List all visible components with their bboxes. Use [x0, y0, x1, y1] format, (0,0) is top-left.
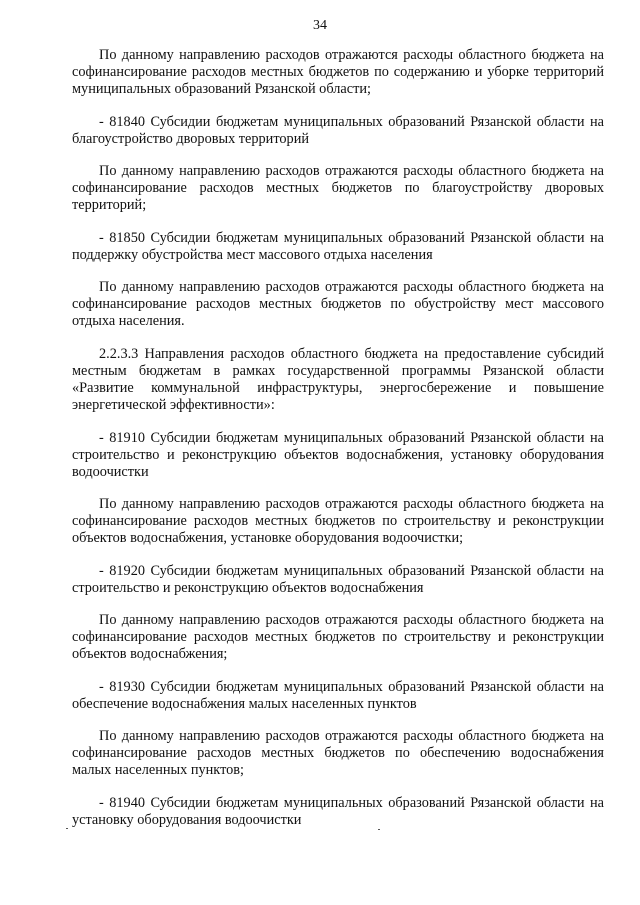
page-number: 34	[313, 18, 327, 33]
section-heading-2-2-3-3: 2.2.3.3 Направления расходов областного бюджета на предоставление субсидий местным бюджетам в рамках государственной программы Рязанской области «Развитие коммунальной инфраструктуры, энергосбережение и повышение энергетической эффективности»:	[72, 346, 604, 413]
paragraph-description: По данному направлению расходов отражаются расходы областного бюджета на софинансирование расходов местных бюджетов по благоустройству дворовых территорий;	[72, 163, 604, 213]
scan-speck	[66, 828, 68, 829]
paragraph-description: По данному направлению расходов отражаются расходы областного бюджета на софинансирование расходов местных бюджетов по строительству и реконструкции объектов водоснабжения, установке оборудования водоочистки;	[72, 496, 604, 546]
paragraph-description: По данному направлению расходов отражаются расходы областного бюджета на софинансирование расходов местных бюджетов по обеспечению водоснабжения малых населенных пунктов;	[72, 728, 604, 778]
paragraph-item-81920: - 81920 Субсидии бюджетам муниципальных образований Рязанской области на строительство и реконструкцию объектов водоснабжения	[72, 563, 604, 596]
paragraph-item-81910: - 81910 Субсидии бюджетам муниципальных образований Рязанской области на строительство и реконструкцию объектов водоснабжения, установку оборудования водоочистки	[72, 430, 604, 480]
paragraph-description: По данному направлению расходов отражаются расходы областного бюджета на софинансирование расходов местных бюджетов по содержанию и уборке территорий муниципальных образований Рязанской области;	[72, 47, 604, 97]
paragraph-item-81840: - 81840 Субсидии бюджетам муниципальных образований Рязанской области на благоустройство дворовых территорий	[72, 114, 604, 147]
paragraph-description: По данному направлению расходов отражаются расходы областного бюджета на софинансирование расходов местных бюджетов по строительству и реконструкции объектов водоснабжения;	[72, 612, 604, 662]
paragraph-item-81850: - 81850 Субсидии бюджетам муниципальных образований Рязанской области на поддержку обустройства мест массового отдыха населения	[72, 230, 604, 263]
paragraph-item-81930: - 81930 Субсидии бюджетам муниципальных образований Рязанской области на обеспечение водоснабжения малых населенных пунктов	[72, 679, 604, 712]
paragraph-item-81940: - 81940 Субсидии бюджетам муниципальных образований Рязанской области на установку оборудования водоочистки	[72, 795, 604, 828]
scan-speck	[378, 829, 380, 830]
document-body	[72, 47, 604, 844]
scan-specks	[0, 826, 640, 832]
paragraph-description: По данному направлению расходов отражаются расходы областного бюджета на софинансирование расходов местных бюджетов по обустройству мест массового отдыха населения.	[72, 279, 604, 329]
